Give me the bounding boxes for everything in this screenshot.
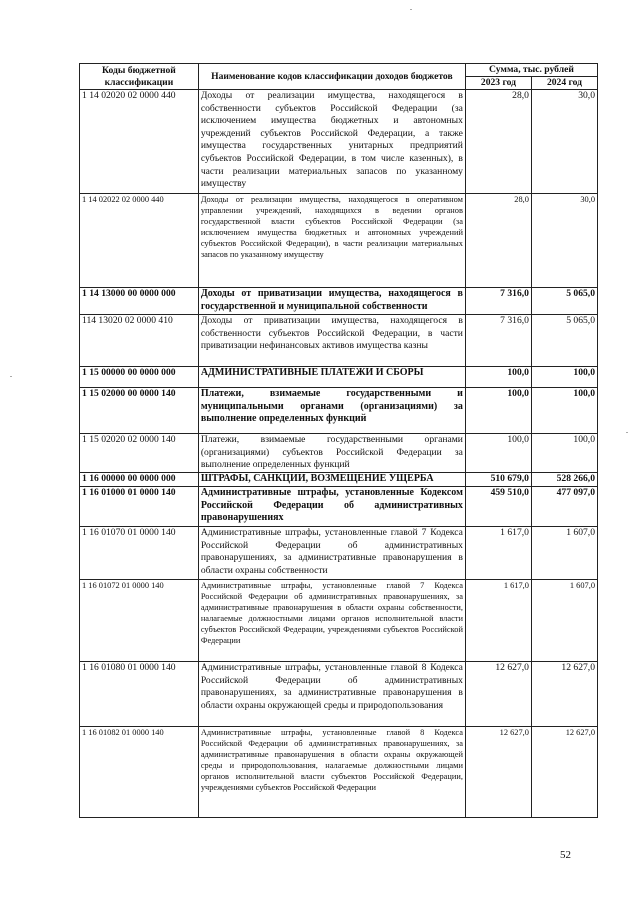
budget-revenue-table <box>79 63 598 818</box>
table-row <box>80 388 598 434</box>
name-cell: Доходы от приватизации имущества, находящегося в собственности субъектов Российской Федерации, в части приватизации нефинансовых активов имущества казны <box>198 315 465 367</box>
value-2024-cell: 12 627,0 <box>531 727 597 818</box>
value-2023-cell: 1 617,0 <box>465 580 531 662</box>
table-row <box>80 527 598 580</box>
name-cell: Доходы от реализации имущества, находящегося в оперативном управлении учреждений, находящихся в ведении органов государственной власти субъектов Российской Федерации (за исключением имущества бюджетных и автономных учреждений субъектов Российской Федерации), в части реализации материальных запасов по указанному имуществу <box>198 194 465 288</box>
table-row <box>80 315 598 367</box>
value-2024-cell: 1 607,0 <box>531 580 597 662</box>
code-cell: 1 16 01072 01 0000 140 <box>80 580 199 662</box>
value-2023-cell: 12 627,0 <box>465 662 531 727</box>
name-cell: Административные штрафы, установленные главой 7 Кодекса Российской Федерации об административных правонарушениях, за административные правонарушения в области охраны собственности <box>198 527 465 580</box>
code-cell: 1 16 01080 01 0000 140 <box>80 662 199 727</box>
page-number: 52 <box>560 849 571 861</box>
code-cell: 1 14 02022 02 0000 440 <box>80 194 199 288</box>
value-2024-cell: 477 097,0 <box>531 487 597 527</box>
code-cell: 1 16 00000 00 0000 000 <box>80 473 199 487</box>
value-2024-cell: 528 266,0 <box>531 473 597 487</box>
name-cell: Административные штрафы, установленные Кодексом Российской Федерации об административных правонарушениях <box>198 487 465 527</box>
table-row <box>80 367 598 388</box>
value-2024-cell: 1 607,0 <box>531 527 597 580</box>
value-2024-cell: 12 627,0 <box>531 662 597 727</box>
code-cell: 1 15 02000 00 0000 140 <box>80 388 199 434</box>
code-cell: 1 15 02020 02 0000 140 <box>80 434 199 473</box>
value-2023-cell: 28,0 <box>465 194 531 288</box>
value-2024-cell: 30,0 <box>531 90 597 194</box>
value-2024-cell: 100,0 <box>531 367 597 388</box>
scan-speck <box>10 376 12 377</box>
table-row <box>80 194 598 288</box>
header-codes: Коды бюджетной классификации <box>80 64 199 90</box>
table-row <box>80 580 598 662</box>
value-2023-cell: 1 617,0 <box>465 527 531 580</box>
value-2024-cell: 5 065,0 <box>531 288 597 315</box>
header-year-2024: 2024 год <box>531 77 597 90</box>
scan-speck <box>626 432 628 433</box>
table-row <box>80 90 598 194</box>
header-name: Наименование кодов классификации доходов бюджетов <box>198 64 465 90</box>
name-cell: Платежи, взимаемые государственными и муниципальными органами (организациями) за выполнение определенных функций <box>198 388 465 434</box>
value-2024-cell: 5 065,0 <box>531 315 597 367</box>
code-cell: 1 16 01000 01 0000 140 <box>80 487 199 527</box>
value-2024-cell: 100,0 <box>531 388 597 434</box>
code-cell: 1 16 01070 01 0000 140 <box>80 527 199 580</box>
value-2023-cell: 7 316,0 <box>465 288 531 315</box>
table-row <box>80 662 598 727</box>
table-row <box>80 288 598 315</box>
name-cell: Административные штрафы, установленные главой 7 Кодекса Российской Федерации об административных правонарушениях, за административные правонарушения в области охраны собственности, налагаемые должностными лицами органов исполнительной власти субъектов Российской Федерации, учреждениями субъектов Российской Федерации <box>198 580 465 662</box>
code-cell: 1 14 13000 00 0000 000 <box>80 288 199 315</box>
name-cell: Доходы от реализации имущества, находящегося в собственности субъектов Российской Федерации (за исключением имущества бюджетных и автономных учреждений субъектов Российской Федерации, а также имущества государственных унитарных предприятий субъектов Российской Федерации, в том числе казенных), в части реализации материальных запасов по указанному имуществу <box>198 90 465 194</box>
code-cell: 114 13020 02 0000 410 <box>80 315 199 367</box>
table-row <box>80 473 598 487</box>
name-cell: Административные штрафы, установленные главой 8 Кодекса Российской Федерации об административных правонарушениях, за административные правонарушения в области охраны окружающей среды и природопользования, налагаемые должностными лицами органов исполнительной власти субъектов Российской Федерации, учреждениями субъектов Российской Федерации <box>198 727 465 818</box>
value-2023-cell: 100,0 <box>465 434 531 473</box>
name-cell: Платежи, взимаемые государственными органами (организациями) субъектов Российской Федерации за выполнение определенных функций <box>198 434 465 473</box>
code-cell: 1 15 00000 00 0000 000 <box>80 367 199 388</box>
header-year-2023: 2023 год <box>465 77 531 90</box>
code-cell: 1 16 01082 01 0000 140 <box>80 727 199 818</box>
table-body <box>80 90 598 818</box>
value-2023-cell: 7 316,0 <box>465 315 531 367</box>
value-2024-cell: 30,0 <box>531 194 597 288</box>
value-2023-cell: 28,0 <box>465 90 531 194</box>
table-row <box>80 727 598 818</box>
value-2023-cell: 12 627,0 <box>465 727 531 818</box>
value-2023-cell: 459 510,0 <box>465 487 531 527</box>
name-cell: Доходы от приватизации имущества, находящегося в государственной и муниципальной собственности <box>198 288 465 315</box>
name-cell: ШТРАФЫ, САНКЦИИ, ВОЗМЕЩЕНИЕ УЩЕРБА <box>198 473 465 487</box>
value-2024-cell: 100,0 <box>531 434 597 473</box>
table-header <box>80 64 598 90</box>
value-2023-cell: 510 679,0 <box>465 473 531 487</box>
header-sum: Сумма, тыс. рублей <box>465 64 597 77</box>
value-2023-cell: 100,0 <box>465 367 531 388</box>
table-row <box>80 487 598 527</box>
name-cell: АДМИНИСТРАТИВНЫЕ ПЛАТЕЖИ И СБОРЫ <box>198 367 465 388</box>
table-row <box>80 434 598 473</box>
scan-speck <box>410 9 412 10</box>
code-cell: 1 14 02020 02 0000 440 <box>80 90 199 194</box>
value-2023-cell: 100,0 <box>465 388 531 434</box>
name-cell: Административные штрафы, установленные главой 8 Кодекса Российской Федерации об административных правонарушениях, за административные правонарушения в области охраны окружающей среды и природопользования <box>198 662 465 727</box>
